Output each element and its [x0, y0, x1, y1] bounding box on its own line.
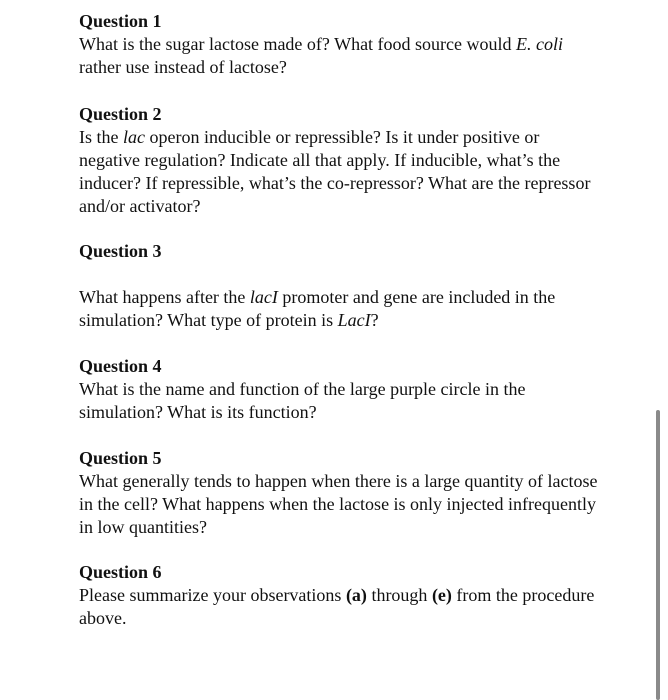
question-title: Question 3 [79, 241, 162, 261]
question-text: What is the sugar lactose made of? What food source would E. coli rather use instead of lactose? [79, 34, 564, 77]
question-text: Please summarize your observations (a) through (e) from the procedure above. [79, 585, 595, 628]
vertical-scrollbar[interactable] [656, 410, 660, 700]
question-text: Is the lac operon inducible or repressible? Is it under positive or negative regulation? Indicate all that apply. If inducible, what’s the inducer? If repressible, what’s the co-repressor? What are the repressor and/or activator? [79, 127, 591, 216]
question-1 [79, 10, 599, 79]
question-text: What is the name and function of the large purple circle in the simulation? What is its function? [79, 379, 526, 422]
question-5 [79, 447, 599, 539]
question-2 [79, 103, 599, 218]
question-3 [79, 240, 599, 332]
question-title: Question 1 [79, 11, 162, 31]
question-text: What happens after the lacI promoter and gene are included in the simulation? What type of protein is LacI? [79, 287, 556, 330]
question-title: Question 5 [79, 448, 162, 468]
question-title: Question 4 [79, 356, 162, 376]
question-title: Question 2 [79, 104, 162, 124]
question-title: Question 6 [79, 562, 162, 582]
question-4 [79, 355, 599, 424]
question-text: What generally tends to happen when there is a large quantity of lactose in the cell? What happens when the lactose is only injected infrequently in low quantities? [79, 471, 598, 537]
question-6 [79, 561, 599, 630]
